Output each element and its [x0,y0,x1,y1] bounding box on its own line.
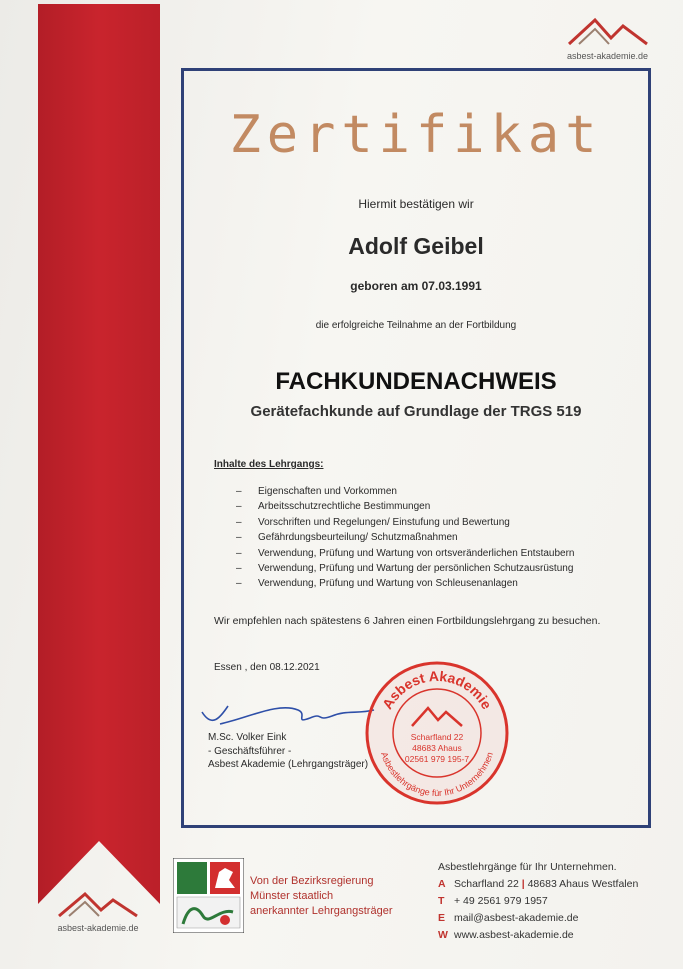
list-item [236,576,575,591]
web-key: W [438,929,448,941]
stamp-line1: Scharfland 22 [410,732,464,742]
address-row [438,876,638,893]
list-item [236,484,575,499]
phone-row [438,893,638,910]
list-item-text: Verwendung, Prüfung und Wartung von Schleusenanlagen [258,578,518,590]
contact-block [438,859,638,944]
email-key: E [438,912,446,924]
list-item-text: Verwendung, Prüfung und Wartung von ortsveränderlichen Entstaubern [258,547,575,559]
logo-url[interactable]: asbest-akademie.de [57,923,139,933]
list-dash: – [236,486,242,497]
list-item-text: Eigenschaften und Vorkommen [258,486,397,497]
stamp-line3: 02561 979 195-7 [404,754,470,764]
roof-logo-icon [565,14,651,48]
city: 48683 Ahaus Westfalen [527,878,639,890]
confirm-text: Hiermit bestätigen wir [358,197,474,211]
stamp-line2: 48683 Ahaus [412,743,462,753]
red-ribbon [38,4,160,904]
list-dash: – [236,501,242,513]
list-dash: – [236,532,242,544]
nrw-crest-icon [173,858,244,933]
logo-top [560,14,655,61]
email-row [438,910,638,927]
address: Scharfland 22 [454,878,519,890]
list-item-text: Verwendung, Prüfung und Wartung der persönlichen Schutzausrüstung [258,563,574,575]
place-date: Essen , den 08.12.2021 [214,662,320,673]
authority-line3: anerkannter Lehrgangsträger [250,905,393,917]
course-heading: FACHKUNDENACHWEIS [275,368,557,395]
roof-logo-icon [55,888,141,920]
participant-name: Adolf Geibel [348,233,484,259]
signature-icon [198,688,378,732]
list-item [236,515,575,530]
address-separator: | [521,878,525,890]
stamp-ring-bottom: Asbestlehrgänge für Ihr Unternehmen [379,750,495,799]
website[interactable]: www.asbest-akademie.de [454,929,574,941]
phone[interactable]: + 49 2561 979 1957 [454,895,548,907]
course-subheading: Gerätefachkunde auf Grundlage der TRGS 519 [250,403,582,420]
participation-text: die erfolgreiche Teilnahme an der Fortbildung [315,320,517,331]
company-stamp [362,658,512,808]
list-item [236,530,575,545]
signer-role: - Geschäftsführer - [208,745,292,757]
logo-url[interactable]: asbest-akademie.de [566,51,649,61]
phone-key: T [438,895,445,907]
list-item-text: Vorschriften und Regelungen/ Einstufung und Bewertung [258,516,510,528]
contents-title: Inhalte des Lehrgangs: [214,459,324,470]
list-item [236,499,575,514]
list-dash: – [236,516,242,528]
logo-bottom [48,888,148,933]
authority-line1: Von der Bezirksregierung [250,875,374,887]
authority-text [250,874,392,919]
list-item-text: Arbeitsschutzrechtliche Bestimmungen [258,501,431,513]
email[interactable]: mail@asbest-akademie.de [454,912,579,924]
list-dash: – [236,547,242,559]
date-of-birth: geboren am 07.03.1991 [350,279,482,293]
list-dash: – [236,578,242,590]
web-row [438,927,638,944]
signer-org: Asbest Akademie (Lehrgangsträger) [208,759,369,770]
authority-line2: Münster staatlich [250,890,334,902]
tagline: Asbestlehrgänge für Ihr Unternehmen. [438,861,617,873]
certificate-title: Zertifikat [229,105,603,165]
stamp-ring-top: Asbest Akademie [378,667,496,712]
recommendation-text: Wir empfehlen nach spätestens 6 Jahren einen Fortbildungslehrgang zu besuchen. [214,615,601,627]
signer-name: M.Sc. Volker Eink [208,732,287,743]
signer-block [208,731,368,772]
list-item [236,561,575,576]
list-dash: – [236,563,242,575]
list-item-text: Gefährdungsbeurteilung/ Schutzmaßnahmen [258,532,458,544]
contents-list [236,484,575,592]
address-key: A [438,878,446,890]
list-item [236,546,575,561]
